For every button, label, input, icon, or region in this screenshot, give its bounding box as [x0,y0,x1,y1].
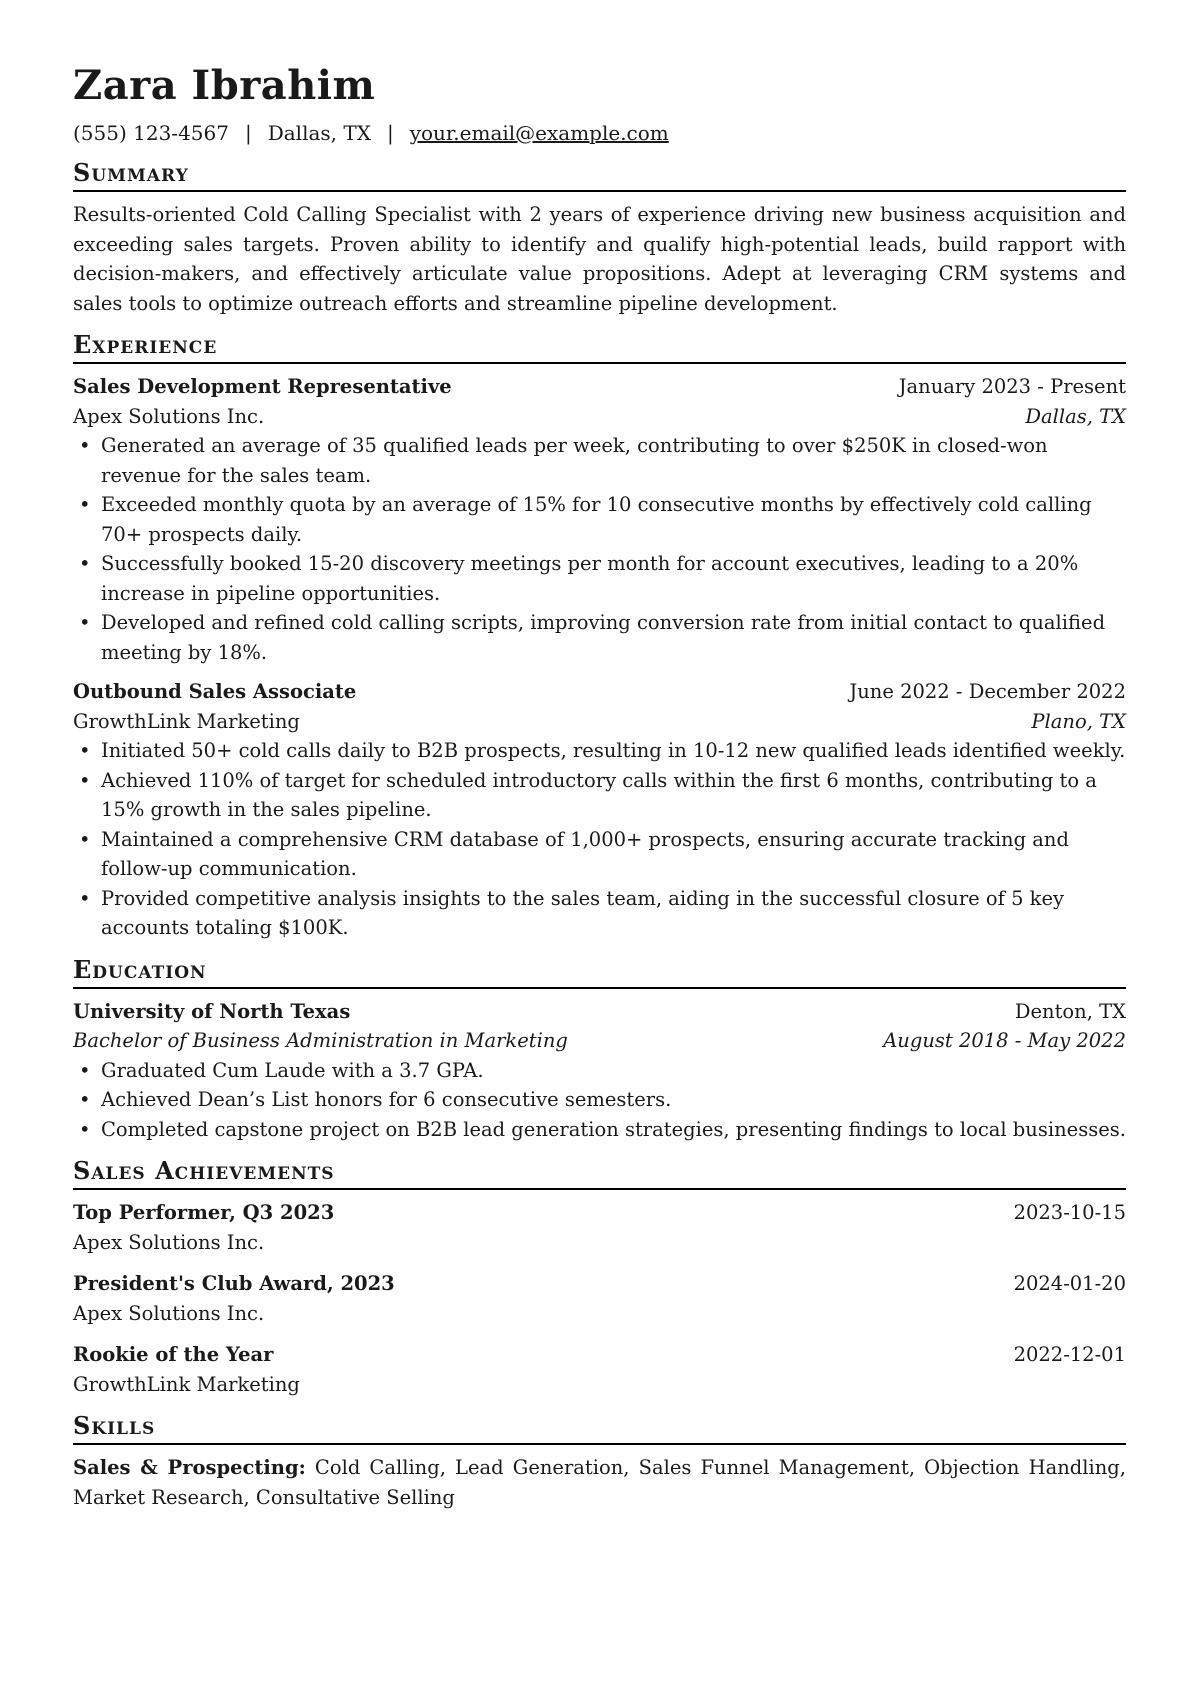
bullet-item: • Completed capstone project on B2B lead generation strategies, presenting findings to local businesses. [73,1115,1126,1145]
job-entry [73,372,1126,667]
achievements-section [73,1156,1126,1399]
achievement-name: Rookie of the Year [73,1343,274,1366]
job-dates: January 2023 - Present [898,375,1126,398]
bullet-item: • Achieved Dean’s List honors for 6 consecutive semesters. [73,1085,1126,1115]
degree-name: Bachelor of Business Administration in Marketing [73,1029,568,1052]
education-section [73,955,1126,1145]
skills-section [73,1411,1126,1512]
job-bullets [73,736,1126,943]
job-dates: June 2022 - December 2022 [849,680,1126,703]
candidate-name: Zara Ibrahim [73,62,376,109]
achievement-org: Apex Solutions Inc. [73,1301,265,1325]
achievement-date: 2023-10-15 [1013,1201,1126,1224]
skills-heading: Skills [73,1411,1126,1445]
job-title: Sales Development Representative [73,375,452,398]
company-name: GrowthLink Marketing [73,709,300,733]
achievement-name: Top Performer, Q3 2023 [73,1201,335,1224]
achievement-org: Apex Solutions Inc. [73,1230,265,1254]
skills-text: Cold Calling, Lead Generation, Sales Funnel Management, Objection Handling, Market Research, Consultative Selling [73,1456,1126,1509]
experience-section [73,330,1126,943]
education-bullets [73,1056,1126,1145]
experience-heading: Experience [73,330,1126,364]
phone-number: (555) 123-4567 [73,121,229,145]
achievement-entry [73,1269,1126,1328]
email-link[interactable]: your.email@example.com [409,121,669,145]
achievement-entry [73,1340,1126,1399]
job-bullets [73,431,1126,667]
contact-line [73,120,1126,146]
achievement-date: 2024-01-20 [1013,1272,1126,1295]
achievement-entry [73,1198,1126,1257]
resume-page [73,62,1126,1512]
location-text: Dallas, TX [267,121,371,145]
education-heading: Education [73,955,1126,989]
bullet-item: • Developed and refined cold calling scripts, improving conversion rate from initial contact to qualified meeting by 18%. [73,608,1126,667]
contact-separator: | [386,121,394,145]
achievement-org: GrowthLink Marketing [73,1372,300,1396]
contact-separator: | [244,121,252,145]
education-dates: August 2018 - May 2022 [883,1029,1126,1052]
company-name: Apex Solutions Inc. [73,404,265,428]
job-location: Plano, TX [1031,709,1126,733]
bullet-item: • Successfully booked 15-20 discovery meetings per month for account executives, leading to a 20% increase in pipeline opportunities. [73,549,1126,608]
achievement-name: President's Club Award, 2023 [73,1272,395,1295]
bullet-item: • Initiated 50+ cold calls daily to B2B prospects, resulting in 10-12 new qualified leads identified weekly. [73,736,1126,766]
job-entry [73,677,1126,943]
bullet-item: • Graduated Cum Laude with a 3.7 GPA. [73,1056,1126,1086]
skills-label: Sales & Prospecting: [73,1456,306,1479]
summary-section [73,158,1126,318]
bullet-item: • Generated an average of 35 qualified leads per week, contributing to over $250K in closed-won revenue for the sales team. [73,431,1126,490]
school-name: University of North Texas [73,999,351,1023]
education-entry [73,997,1126,1145]
bullet-item: • Exceeded monthly quota by an average of 15% for 10 consecutive months by effectively cold calling 70+ prospects daily. [73,490,1126,549]
job-title: Outbound Sales Associate [73,680,357,703]
summary-heading: Summary [73,158,1126,192]
bullet-item: • Maintained a comprehensive CRM database of 1,000+ prospects, ensuring accurate tracking and follow-up communication. [73,825,1126,884]
achievements-heading: Sales Achievements [73,1156,1126,1190]
achievement-date: 2022-12-01 [1013,1343,1126,1366]
school-location: Denton, TX [1014,999,1126,1023]
summary-text: Results-oriented Cold Calling Specialist with 2 years of experience driving new business acquisition and exceeding sales targets. Proven ability to identify and qualify high-potential leads, build rapport with decision-makers, and effectively articulate value propositions. Adept at leveraging CRM systems and sales tools to optimize outreach efforts and streamline pipeline development. [73,203,1126,315]
job-location: Dallas, TX [1025,404,1126,428]
bullet-item: • Provided competitive analysis insights to the sales team, aiding in the successful closure of 5 key accounts totaling $100K. [73,884,1126,943]
bullet-item: • Achieved 110% of target for scheduled introductory calls within the first 6 months, contributing to a 15% growth in the sales pipeline. [73,766,1126,825]
skills-line [73,1453,1126,1512]
